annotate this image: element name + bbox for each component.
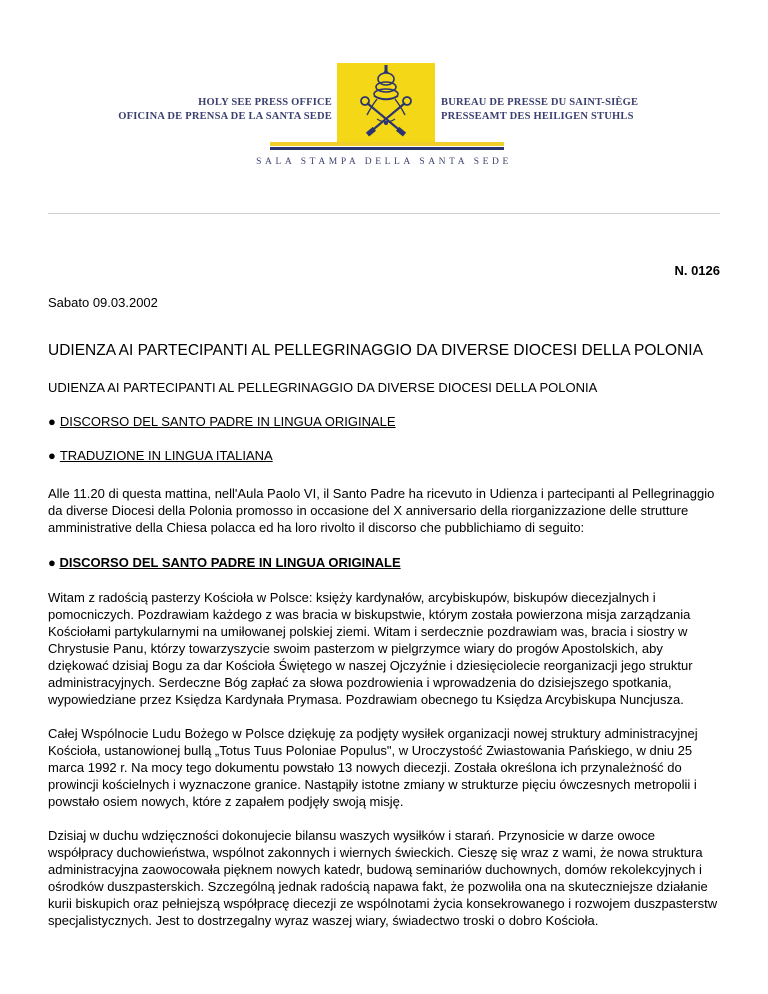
letterhead-navy-stripe <box>270 147 504 150</box>
document-number: N. 0126 <box>674 263 720 278</box>
letterhead-left <box>118 96 332 124</box>
bulletin-date: Sabato 09.03.2002 <box>48 295 158 310</box>
discourse-paragraph-3: Dzisiaj w duchu wdzięczności dokonujecie bilansu waszych wysiłków i starań. Przynosicie w darze owoce współpracy duchowieństwa, wspólnot zakonnych i wiernych świeckich. Cieszę się wraz z wami, że nowa struktura administracyjna zaowocowała pięknem nowych katedr, budową seminariów duchownych, domów rekolekcyjnych i ośrodków duszpasterskich. Szczególną jednak radością napawa fakt, że pozwoliła ona na skuteczniejsze działanie kurii biskupich oraz pełniejszą współpracę diecezji ze wspólnotami życia konsekrowanego i rozwojem duszpasterstw specjalistycznych. Jest to dostrzegalny wyraz waszej wiary, świadectwo troski o dobro Kościoła. <box>48 828 718 928</box>
letterhead-right-line2: PRESSEAMT DES HEILIGEN STUHLS <box>441 111 634 122</box>
original-discourse-link[interactable]: DISCORSO DEL SANTO PADRE IN LINGUA ORIGINALE <box>59 414 396 429</box>
bullet-icon: ● <box>48 448 56 463</box>
bulletin-content <box>48 262 720 929</box>
letterhead-gold-stripe <box>270 142 504 146</box>
letterhead-left-line2: OFICINA DE PRENSA DE LA SANTA SEDE <box>118 111 332 122</box>
header-divider <box>48 213 720 214</box>
italian-translation-link[interactable]: TRADUZIONE IN LINGUA ITALIANA <box>59 448 273 463</box>
bullet-icon: ● <box>48 555 56 570</box>
intro-paragraph: Alle 11.20 di questa mattina, nell'Aula Paolo VI, il Santo Padre ha ricevuto in Udienza i partecipanti al Pellegrinaggio da diverse Diocesi della Polonia promosso in occasione del X anniversario della riorganizzazione delle strutture amministrative della Chiesa polacca ed ha loro rivolto il discorso che pubblichiamo di seguito: <box>48 486 715 535</box>
papal-keys-tiara-emblem-icon <box>337 63 435 143</box>
letterhead <box>0 0 768 215</box>
discourse-paragraph-1: Witam z radością pasterzy Kościoła w Polsce: księży kardynałów, arcybiskupów, biskupów diecezjalnych i pomocniczych. Pozdrawiam każdego z was bracia w biskupstwie, którym została powierzona misja zarządzania Kościołami partykularnymi na umiłowanej polskiej ziemi. Witam i serdecznie pozdrawiam was, bracia i siostry w Chrystusie Panu, którzy towarzyszycie swoim pasterzom w pielgrzymce wiary do progów Apostolskich, aby dziękować dzisiaj Bogu za dar Kościoła Świętego w naszej Ojczyźnie i dziesięciolecie reorganizacji jego struktur administracyjnych. Serdeczne Bóg zapłać za słowa pozdrowienia i wprowadzenia do dzisiejszego spotkania, wypowiedziane przez Księdza Kardynała Prymasa. Pozdrawiam obecnego tu Księdza Arcybiskupa Nuncjusza. <box>48 590 693 707</box>
section-heading-label: DISCORSO DEL SANTO PADRE IN LINGUA ORIGINALE <box>59 555 401 570</box>
section-heading-original-discourse <box>48 554 720 571</box>
letterhead-right-line1: BUREAU DE PRESSE DU SAINT-SIÈGE <box>441 97 639 108</box>
bullet-icon: ● <box>48 414 56 429</box>
page-subtitle: UDIENZA AI PARTECIPANTI AL PELLEGRINAGGIO DA DIVERSE DIOCESI DELLA POLONIA <box>48 380 598 395</box>
link-item-original-discourse <box>48 413 720 430</box>
discourse-paragraph-2: Całej Wspólnocie Ludu Bożego w Polsce dziękuję za podjęty wysiłek organizacji nowej struktury administracyjnej Kościoła, ustanowionej bullą „Totus Tuus Poloniae Populus", w Uroczystość Zwiastowania Pańskiego, w dniu 25 marca 1992 r. Na mocy tego dokumentu powstało 13 nowych diecezji. Została określona ich przynależność do prowincji kościelnych i wyznaczone granice. Nastąpiły istotne zmiany w strukturze pięciu ówczesnych metropolii i powstało osiem nowych, które z zapałem podjęły swoją misję. <box>48 726 698 809</box>
sala-stampa-title: SALA STAMPA DELLA SANTA SEDE <box>256 157 512 167</box>
letterhead-right <box>441 96 638 124</box>
letterhead-left-line1: HOLY SEE PRESS OFFICE <box>198 97 332 108</box>
page-title: UDIENZA AI PARTECIPANTI AL PELLEGRINAGGIO DA DIVERSE DIOCESI DELLA POLONIA <box>48 342 703 359</box>
link-item-italian-translation <box>48 447 720 464</box>
